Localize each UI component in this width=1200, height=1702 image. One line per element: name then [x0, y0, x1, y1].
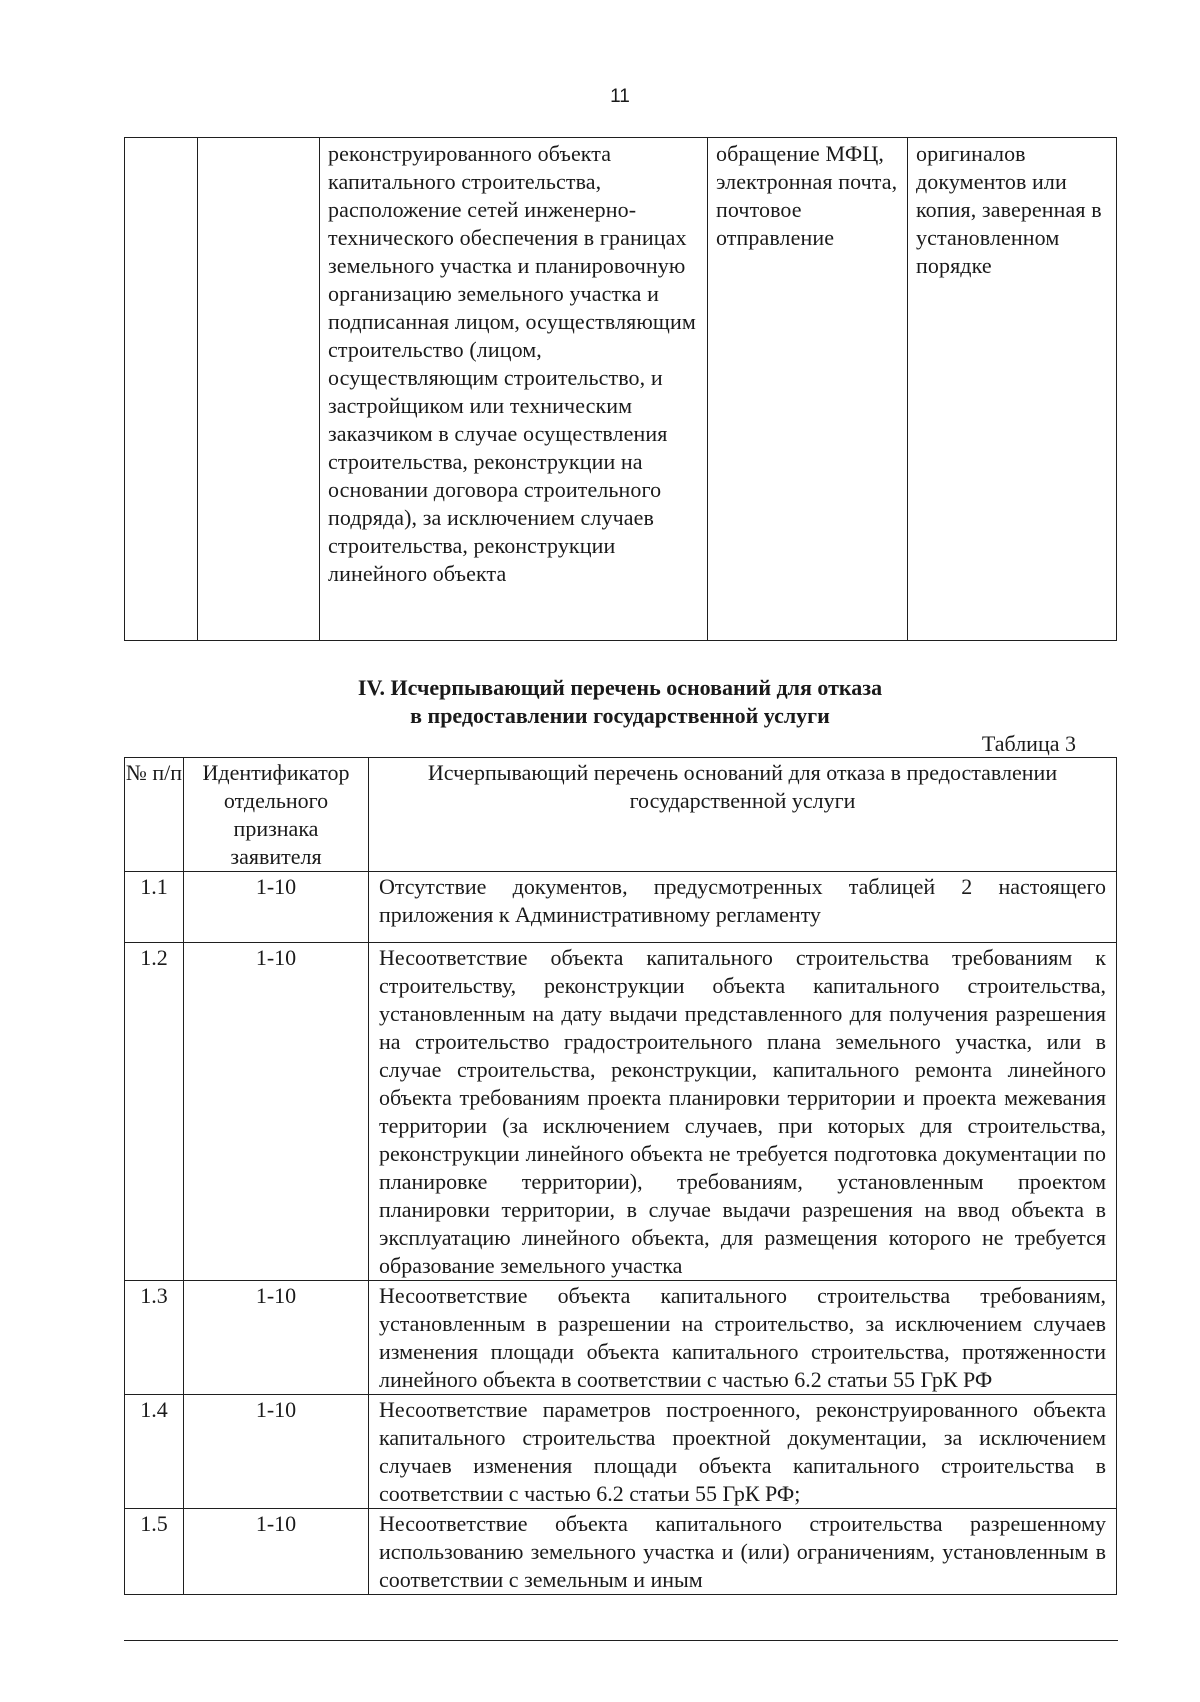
row-number: 1.3 [125, 1281, 184, 1395]
row-number: 1.2 [125, 943, 184, 1281]
table-row [125, 1395, 1117, 1509]
empty-cell [125, 138, 198, 641]
row-number: 1.1 [125, 872, 184, 943]
continued-documents-table [124, 137, 1117, 641]
row-number: 1.5 [125, 1509, 184, 1595]
row-identifier: 1-10 [184, 1509, 369, 1595]
table-row [125, 943, 1117, 1281]
section-title-line-2: в предоставлении государственной услуги [410, 703, 830, 728]
empty-cell [198, 138, 320, 641]
row-grounds: Несоответствие объекта капитального строительства требованиям к строительству, реконструкции объекта капитального строительства, установленным на дату выдачи представленного для получения разрешения на строительство градостроительного плана земельного участка, или в случае строительства, реконструкции, капитального ремонта линейного объекта требованиям проекта планировки территории и проекта межевания территории (за исключением случаев, при которых для строительства, реконструкции линейного объекта не требуется подготовка документации по планировке территории), требованиям, установленным проектом планировки территории, в случае выдачи разрешения на ввод объекта в эксплуатацию линейного объекта, для размещения которого не требуется образование земельного участка [369, 943, 1117, 1281]
table-row [125, 872, 1117, 943]
row-grounds: Несоответствие объекта капитального строительства требованиям, установленным в разрешении на строительство, за исключением случаев изменения площади объекта капитального строительства, протяженности линейного объекта в соответствии с частью 6.2 статьи 55 ГрК РФ [369, 1281, 1117, 1395]
row-grounds: Несоответствие параметров построенного, реконструированного объекта капитального строительства проектной документации, за исключением случаев изменения площади объекта капитального строительства в соответствии с частью 6.2 статьи 55 ГрК РФ; [369, 1395, 1117, 1509]
submission-method-cell: обращение МФЦ, электронная почта, почтовое отправление [708, 138, 908, 641]
table-header-row [125, 758, 1117, 872]
page-number: 11 [610, 86, 630, 107]
section-title [0, 674, 1200, 730]
page-bottom-rule [124, 1640, 1118, 1641]
header-identifier: Идентификатор отдельного признака заявителя [184, 758, 369, 872]
header-number: № п/п [125, 758, 184, 872]
table-label: Таблица 3 [981, 731, 1076, 756]
row-number: 1.4 [125, 1395, 184, 1509]
table-row [125, 1281, 1117, 1395]
row-identifier: 1-10 [184, 943, 369, 1281]
section-title-line-1: IV. Исчерпывающий перечень оснований для отказа [357, 675, 883, 700]
document-form-cell: оригиналов документов или копия, заверенная в установленном порядке [908, 138, 1117, 641]
row-identifier: 1-10 [184, 872, 369, 943]
table-row [125, 1509, 1117, 1595]
table-row [125, 138, 1117, 641]
row-grounds: Несоответствие объекта капитального строительства разрешенному использованию земельного участка и (или) ограничениям, установленным в соответствии с земельным и иным [369, 1509, 1117, 1595]
refusal-grounds-table [124, 757, 1117, 1595]
row-identifier: 1-10 [184, 1281, 369, 1395]
document-description-cell: реконструированного объекта капитального строительства, расположение сетей инженерно-технического обеспечения в границах земельного участка и планировочную организацию земельного участка и подписанная лицом, осуществляющим строительство (лицом, осуществляющим строительство, и застройщиком или техническим заказчиком в случае осуществления строительства, реконструкции на основании договора строительного подряда), за исключением случаев строительства, реконструкции линейного объекта [320, 138, 708, 641]
row-identifier: 1-10 [184, 1395, 369, 1509]
page-bottom-mask [124, 1642, 1118, 1702]
header-grounds: Исчерпывающий перечень оснований для отказа в предоставлении государственной услуги [369, 758, 1117, 872]
row-grounds: Отсутствие документов, предусмотренных таблицей 2 настоящего приложения к Административному регламенту [369, 872, 1117, 943]
